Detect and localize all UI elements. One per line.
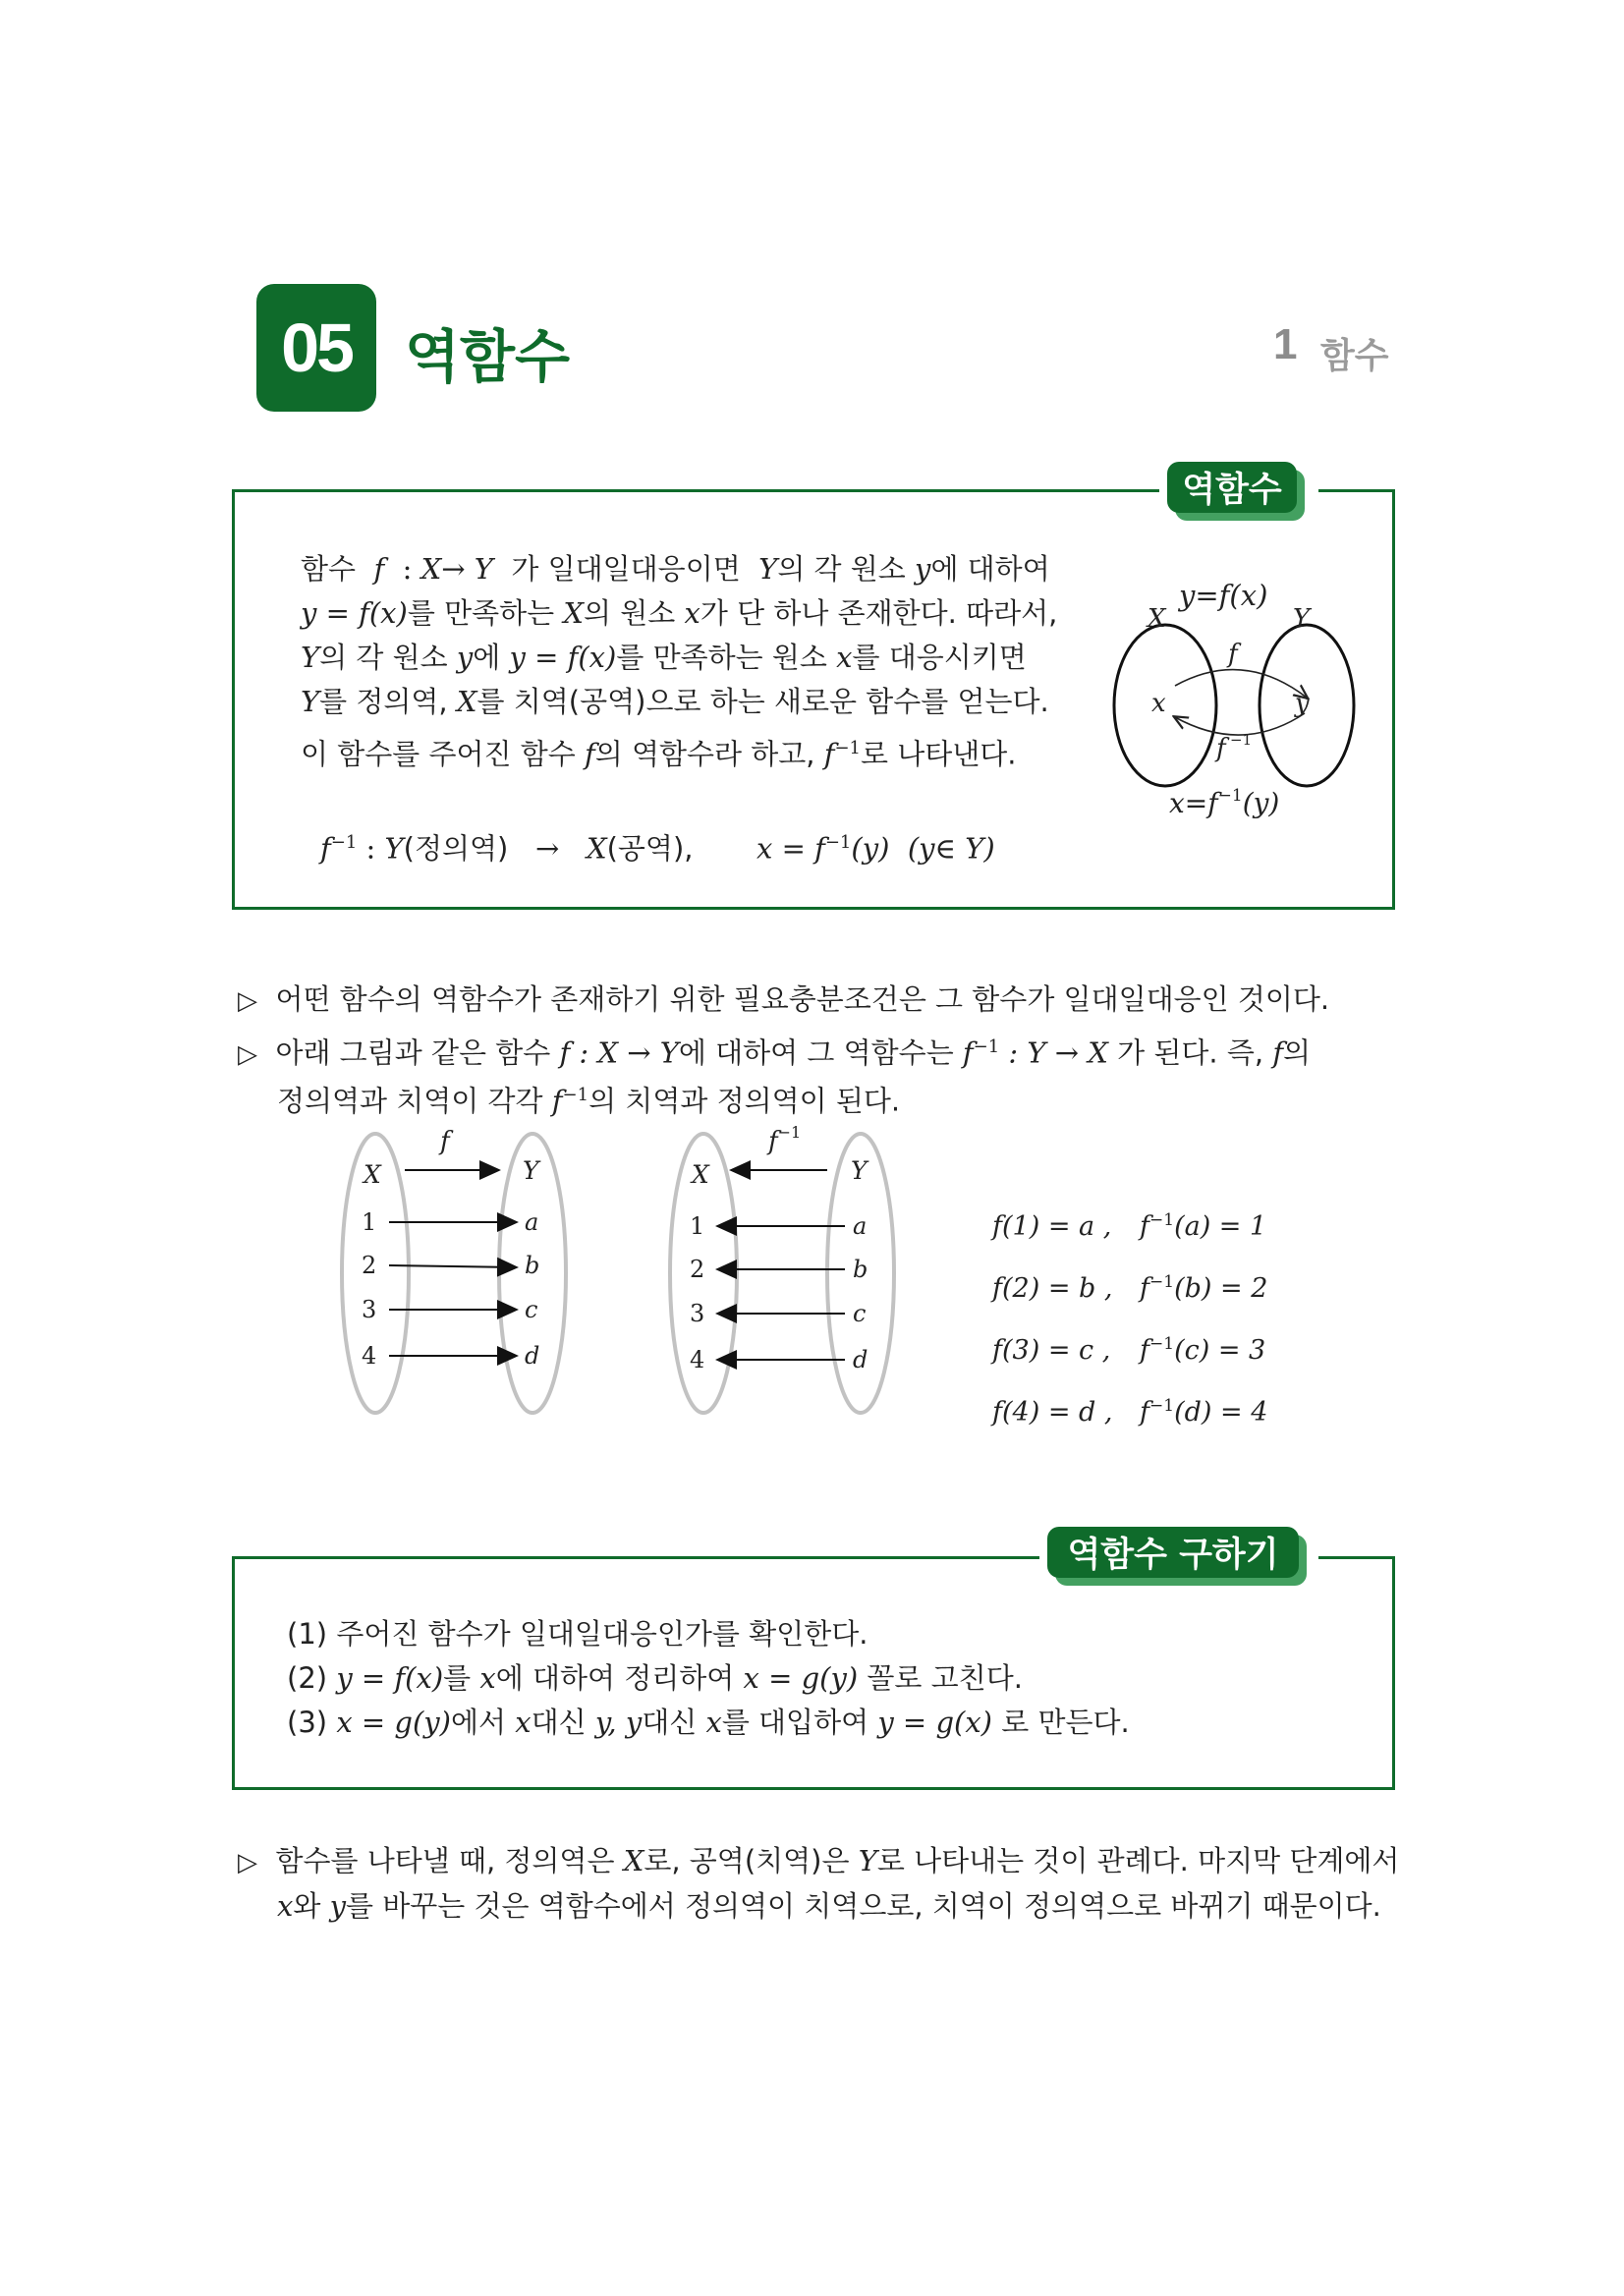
equation-right: f bbox=[1140, 1273, 1149, 1304]
procedure-step-2: (2) y = f(x)를 x에 대하여 정리하여 x = g(y) 꼴로 고친다. bbox=[287, 1661, 1023, 1695]
equation-row bbox=[992, 1378, 1267, 1440]
diagram-finv: f bbox=[1216, 734, 1226, 763]
equation-sup: −1 bbox=[1149, 1210, 1175, 1230]
map-left-codomain-item: c bbox=[525, 1296, 538, 1323]
mapping-diagrams bbox=[314, 1120, 1022, 1434]
diagram-top-label: y=f(x) bbox=[1179, 579, 1268, 612]
section-title: 역함수 bbox=[405, 323, 571, 390]
equation-right-arg: (a) = 1 bbox=[1174, 1211, 1267, 1242]
definition-line-2: y = f(x)를 만족하는 X의 원소 x가 단 하나 존재한다. 따라서, bbox=[301, 596, 1058, 630]
equation-left: f(1) = a , bbox=[992, 1211, 1112, 1242]
map-left-domain-item: 3 bbox=[362, 1296, 377, 1323]
equation-sup: −1 bbox=[1149, 1396, 1175, 1416]
map-left-Y: Y bbox=[523, 1156, 539, 1185]
map-right-codomain-item: b bbox=[853, 1256, 868, 1283]
equation-sup: −1 bbox=[1149, 1334, 1175, 1354]
map-left-domain-item: 1 bbox=[362, 1208, 377, 1236]
map-left-codomain-item: b bbox=[525, 1252, 540, 1279]
map-left-label: f bbox=[440, 1127, 450, 1156]
inverse-formula: $f^{-1}$ : Y(정의역) → X(공역), $x = f^{-1}(y)$ (y∈ Y) bbox=[320, 831, 995, 866]
equation-right: f bbox=[1140, 1211, 1149, 1242]
diagram-Y: Y bbox=[1293, 604, 1311, 634]
procedure-tab: 역함수 구하기 bbox=[1047, 1527, 1299, 1578]
chapter-name: 함수 bbox=[1320, 336, 1389, 376]
definition-line-3: Y의 각 원소 y에 y = f(x)를 만족하는 원소 x를 대응시키면 bbox=[301, 641, 1027, 674]
map-right-codomain-item: c bbox=[853, 1300, 867, 1327]
map-left-domain-item: 4 bbox=[362, 1342, 377, 1370]
equation-right: f bbox=[1140, 1335, 1149, 1366]
equation-sup: −1 bbox=[1149, 1272, 1175, 1292]
diagram-f: f bbox=[1228, 640, 1238, 669]
equation-right-arg: (d) = 4 bbox=[1174, 1397, 1268, 1428]
equation-left: f(3) = c , bbox=[992, 1335, 1111, 1366]
map-right-domain-item: 4 bbox=[690, 1346, 705, 1373]
note-3-line-2: x와 y를 바꾸는 것은 역함수에서 정의역이 치역으로, 치역이 정의역으로 바뀌기 때문이다. bbox=[277, 1889, 1381, 1923]
chapter-number: 1 bbox=[1273, 320, 1298, 368]
diagram-y: y bbox=[1295, 689, 1310, 718]
equation-right-arg: (b) = 2 bbox=[1174, 1273, 1268, 1304]
map-left-codomain-item: d bbox=[525, 1342, 540, 1370]
equation-row bbox=[992, 1316, 1267, 1378]
inverse-diagram bbox=[1100, 570, 1385, 835]
procedure-step-3: (3) x = g(y)에서 x대신 y, y대신 x를 대입하여 y = g(x) 로 만든다. bbox=[287, 1706, 1130, 1739]
equation-row bbox=[992, 1255, 1267, 1316]
map-right-label: $f^{-1}$ bbox=[768, 1123, 802, 1156]
procedure-step-1: (1) 주어진 함수가 일대일대응인가를 확인한다. bbox=[287, 1617, 868, 1651]
map-right-domain-item: 2 bbox=[690, 1256, 705, 1283]
note-1: ▷ 어떤 함수의 역함수가 존재하기 위한 필요충분조건은 그 함수가 일대일대응인 것이다. bbox=[238, 982, 1330, 1016]
equation-right: f bbox=[1140, 1397, 1149, 1428]
map-left-domain-item: 2 bbox=[362, 1252, 377, 1279]
f-arrow bbox=[1175, 670, 1307, 698]
map-left-X: X bbox=[364, 1160, 381, 1189]
definition-line-1: 함수 f : X→ Y 가 일대일대응이면 Y의 각 원소 y에 대하여 bbox=[301, 552, 1050, 586]
map-right-domain-item: 3 bbox=[690, 1300, 705, 1327]
map-right-Y: Y bbox=[851, 1156, 868, 1185]
definition-line-4: Y를 정의역, X를 치역(공역)으로 하는 새로운 함수를 얻는다. bbox=[301, 685, 1049, 718]
equation-left: f(4) = d , bbox=[992, 1397, 1113, 1428]
diagram-finv-sup: −1 bbox=[1230, 731, 1253, 749]
diagram-bottom-label: $x=f^{-1}(y)$ bbox=[1169, 786, 1280, 819]
map-right-X: X bbox=[692, 1160, 709, 1189]
equation-row bbox=[992, 1193, 1267, 1255]
map-left-codomain-item: a bbox=[525, 1208, 539, 1236]
equation-right-arg: (c) = 3 bbox=[1174, 1335, 1266, 1366]
map-right-domain-item: 1 bbox=[690, 1212, 705, 1240]
definition-tab: 역함수 bbox=[1167, 462, 1297, 513]
note-2-line-1: ▷ 아래 그림과 같은 함수 f : X → Y에 대하여 그 역함수는 $f^{-1}$ : Y → X 가 된다. 즉, f의 bbox=[238, 1036, 1312, 1070]
diagram-x: x bbox=[1151, 689, 1166, 718]
equations bbox=[992, 1193, 1267, 1440]
note-3-line-1: ▷ 함수를 나타낼 때, 정의역은 X로, 공역(치역)은 Y로 나타내는 것이 관례다. 마지막 단계에서 bbox=[238, 1844, 1400, 1877]
note-2-line-2: 정의역과 치역이 각각 $f^{-1}$의 치역과 정의역이 된다. bbox=[277, 1084, 901, 1118]
map-right-codomain-item: a bbox=[853, 1212, 868, 1240]
map-right-codomain-item: d bbox=[853, 1346, 868, 1373]
diagram-X: X bbox=[1148, 604, 1166, 634]
definition-line-5: 이 함수를 주어진 함수 f의 역함수라 하고, $f^{-1}$로 나타낸다. bbox=[301, 737, 1017, 771]
section-number-badge: 05 bbox=[256, 284, 376, 412]
equation-left: f(2) = b , bbox=[992, 1273, 1113, 1304]
